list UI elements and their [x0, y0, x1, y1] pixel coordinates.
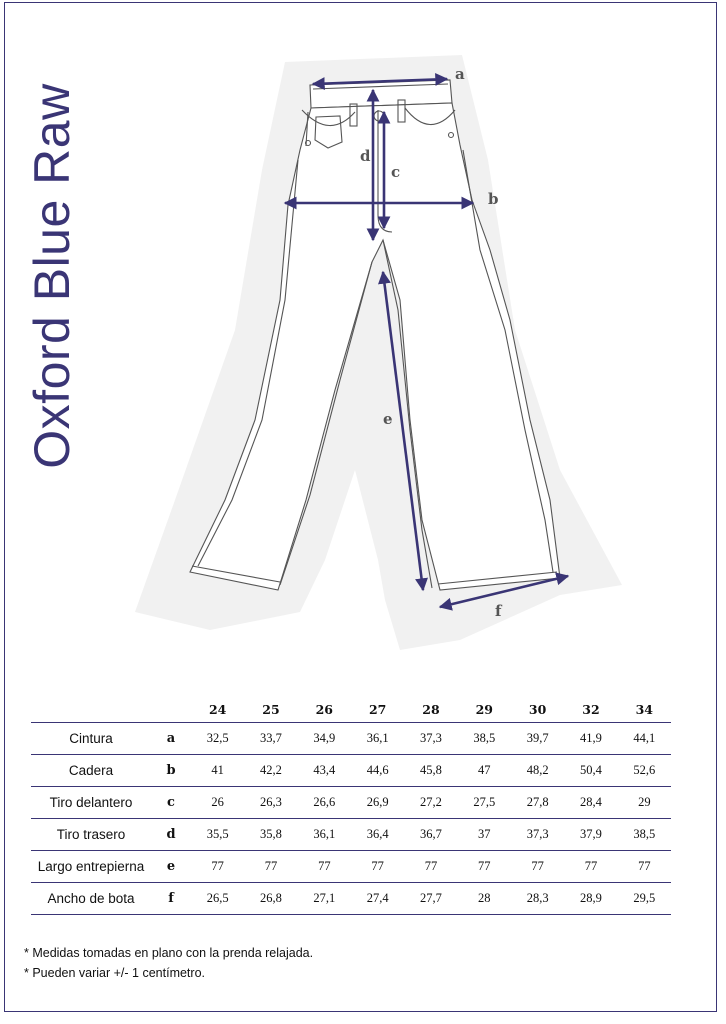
table-cell: 34,9: [298, 723, 351, 755]
row-name: Cadera: [31, 755, 151, 787]
size-table: [31, 697, 671, 915]
table-cell: 28,3: [511, 883, 564, 915]
table-cell: 36,1: [298, 819, 351, 851]
row-code: c: [151, 787, 191, 819]
table-cell: 48,2: [511, 755, 564, 787]
size-header: 30: [511, 697, 564, 723]
size-header: 29: [458, 697, 511, 723]
row-name: Ancho de bota: [31, 883, 151, 915]
table-cell: 36,4: [351, 819, 404, 851]
table-cell: 41,9: [564, 723, 617, 755]
table-cell: 47: [458, 755, 511, 787]
label-c: c: [391, 163, 401, 181]
table-cell: 26: [191, 787, 244, 819]
table-cell: 26,6: [298, 787, 351, 819]
row-name: Tiro trasero: [31, 819, 151, 851]
row-code: f: [151, 883, 191, 915]
table-row: [31, 819, 671, 851]
table-cell: 38,5: [458, 723, 511, 755]
table-cell: 29,5: [618, 883, 671, 915]
table-cell: 77: [564, 851, 617, 883]
size-header-row: [31, 697, 671, 723]
row-name: Cintura: [31, 723, 151, 755]
table-cell: 36,1: [351, 723, 404, 755]
table-cell: 27,2: [404, 787, 457, 819]
table-row: [31, 883, 671, 915]
size-header: 28: [404, 697, 457, 723]
row-code: d: [151, 819, 191, 851]
table-cell: 27,4: [351, 883, 404, 915]
row-name: Tiro delantero: [31, 787, 151, 819]
table-cell: 35,8: [244, 819, 297, 851]
size-header: 24: [191, 697, 244, 723]
table-cell: 77: [298, 851, 351, 883]
table-cell: 28,9: [564, 883, 617, 915]
table-cell: 44,1: [618, 723, 671, 755]
table-cell: 27,7: [404, 883, 457, 915]
table-cell: 26,5: [191, 883, 244, 915]
table-cell: 27,5: [458, 787, 511, 819]
table-cell: 28,4: [564, 787, 617, 819]
table-cell: 77: [351, 851, 404, 883]
table-cell: 77: [458, 851, 511, 883]
table-cell: 77: [191, 851, 244, 883]
size-header: 25: [244, 697, 297, 723]
table-cell: 27,8: [511, 787, 564, 819]
table-row: [31, 755, 671, 787]
size-header: 32: [564, 697, 617, 723]
header-blank-code: [151, 697, 191, 723]
table-cell: 37,3: [511, 819, 564, 851]
header-blank: [31, 697, 151, 723]
table-cell: 43,4: [298, 755, 351, 787]
size-header: 27: [351, 697, 404, 723]
table-cell: 77: [511, 851, 564, 883]
table-cell: 77: [618, 851, 671, 883]
table-cell: 42,2: [244, 755, 297, 787]
product-title: Oxford Blue Raw: [24, 83, 80, 469]
table-cell: 37: [458, 819, 511, 851]
table-cell: 77: [244, 851, 297, 883]
size-header: 26: [298, 697, 351, 723]
table-cell: 35,5: [191, 819, 244, 851]
table-cell: 26,9: [351, 787, 404, 819]
table-cell: 28: [458, 883, 511, 915]
table-cell: 27,1: [298, 883, 351, 915]
table-row: [31, 787, 671, 819]
table-cell: 37,9: [564, 819, 617, 851]
row-code: e: [151, 851, 191, 883]
table-cell: 44,6: [351, 755, 404, 787]
label-a: a: [455, 65, 465, 83]
table-row: [31, 851, 671, 883]
table-cell: 26,8: [244, 883, 297, 915]
table-cell: 41: [191, 755, 244, 787]
table-cell: 38,5: [618, 819, 671, 851]
table-cell: 26,3: [244, 787, 297, 819]
label-f: f: [495, 602, 502, 620]
table-row: [31, 723, 671, 755]
table-cell: 45,8: [404, 755, 457, 787]
label-b: b: [488, 190, 499, 208]
table-cell: 52,6: [618, 755, 671, 787]
table-cell: 33,7: [244, 723, 297, 755]
row-code: b: [151, 755, 191, 787]
table-cell: 32,5: [191, 723, 244, 755]
row-name: Largo entrepierna: [31, 851, 151, 883]
label-e: e: [383, 410, 393, 428]
label-d: d: [360, 147, 371, 165]
footnote-measure: * Medidas tomadas en plano con la prenda relajada.: [24, 946, 314, 960]
table-cell: 36,7: [404, 819, 457, 851]
table-cell: 39,7: [511, 723, 564, 755]
table-cell: 50,4: [564, 755, 617, 787]
size-header: 34: [618, 697, 671, 723]
table-cell: 29: [618, 787, 671, 819]
table-cell: 37,3: [404, 723, 457, 755]
footnote-tolerance: * Pueden variar +/- 1 centímetro.: [24, 966, 205, 980]
table-cell: 77: [404, 851, 457, 883]
row-code: a: [151, 723, 191, 755]
